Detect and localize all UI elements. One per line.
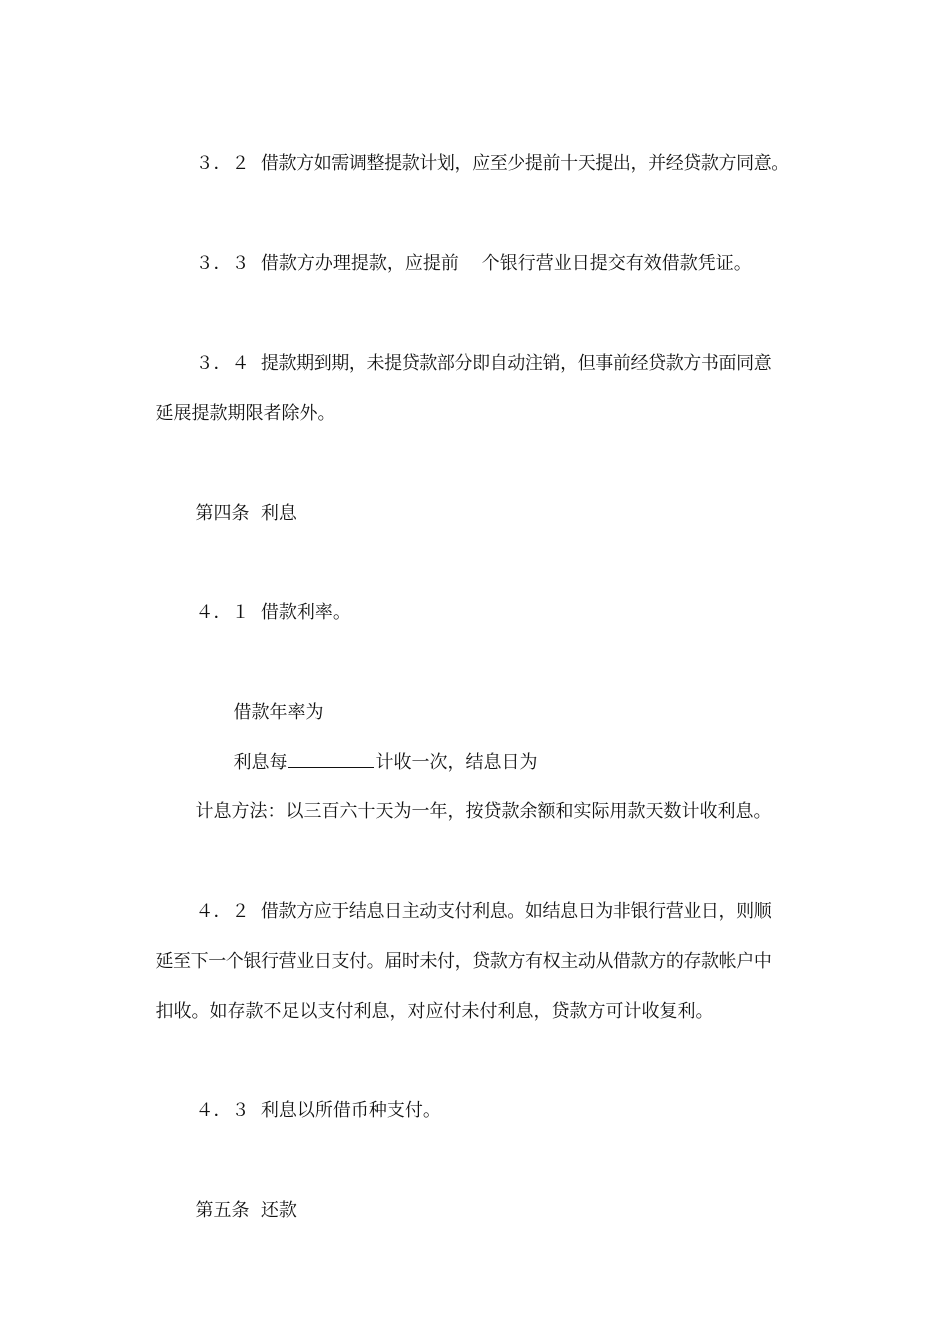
clause-3-4-line-1 <box>184 328 771 376</box>
article-5-heading <box>184 1175 297 1223</box>
clause-number: ３．３ <box>195 253 250 274</box>
clause-text: 借款方应于结息日主动支付利息。如结息日为非银行营业日，则顺 <box>260 901 772 922</box>
clause-text: 利息以所借币种支付。 <box>260 1100 441 1121</box>
clause-text-before: 借款方办理提款，应提前 <box>260 253 459 274</box>
interest-frequency-line <box>222 727 537 775</box>
clause-number: ４．２ <box>195 901 250 922</box>
article-title: 利息 <box>260 503 297 524</box>
interest-rate-line <box>222 677 323 725</box>
frequency-text-before: 利息每 <box>233 752 288 773</box>
clause-number: ４．１ <box>195 602 250 623</box>
clause-number: ４．３ <box>195 1100 250 1121</box>
clause-text: 借款方如需调整提款计划，应至少提前十天提出，并经贷款方同意。 <box>260 153 789 174</box>
clause-4-3 <box>184 1075 441 1123</box>
clause-text: 延展提款期限者除外。 <box>155 403 336 424</box>
clause-3-2 <box>184 128 789 176</box>
clause-4-1 <box>184 577 351 625</box>
article-number: 第五条 <box>195 1200 250 1221</box>
clause-3-4-line-2 <box>144 378 335 426</box>
clause-text-after: 个银行营业日提交有效借款凭证。 <box>481 253 752 274</box>
clause-4-2-line-1 <box>184 876 771 924</box>
rate-text: 借款年率为 <box>233 702 324 723</box>
clause-text: 扣收。如存款不足以支付利息，对应付未付利息，贷款方可计收复利。 <box>155 1001 714 1022</box>
article-4-heading <box>184 478 297 526</box>
clause-text: 借款利率。 <box>260 602 351 623</box>
clause-number: ３．４ <box>195 353 250 374</box>
frequency-text-after: 计收一次，结息日为 <box>375 752 538 773</box>
method-text: 计息方法：以三百六十天为一年，按贷款余额和实际用款天数计收利息。 <box>195 801 772 822</box>
clause-3-3 <box>184 228 752 276</box>
article-title: 还款 <box>260 1200 297 1221</box>
clause-text: 提款期到期，未提贷款部分即自动注销，但事前经贷款方书面同意 <box>260 353 772 374</box>
clause-4-2-line-3 <box>144 976 713 1024</box>
clause-text: 延至下一个银行营业日支付。届时未付，贷款方有权主动从借款方的存款帐户中 <box>155 951 772 972</box>
clause-4-2-line-2 <box>144 926 771 974</box>
fill-in-blank <box>288 751 374 768</box>
article-number: 第四条 <box>195 503 250 524</box>
interest-method-line <box>184 776 771 824</box>
clause-number: ３．２ <box>195 153 250 174</box>
